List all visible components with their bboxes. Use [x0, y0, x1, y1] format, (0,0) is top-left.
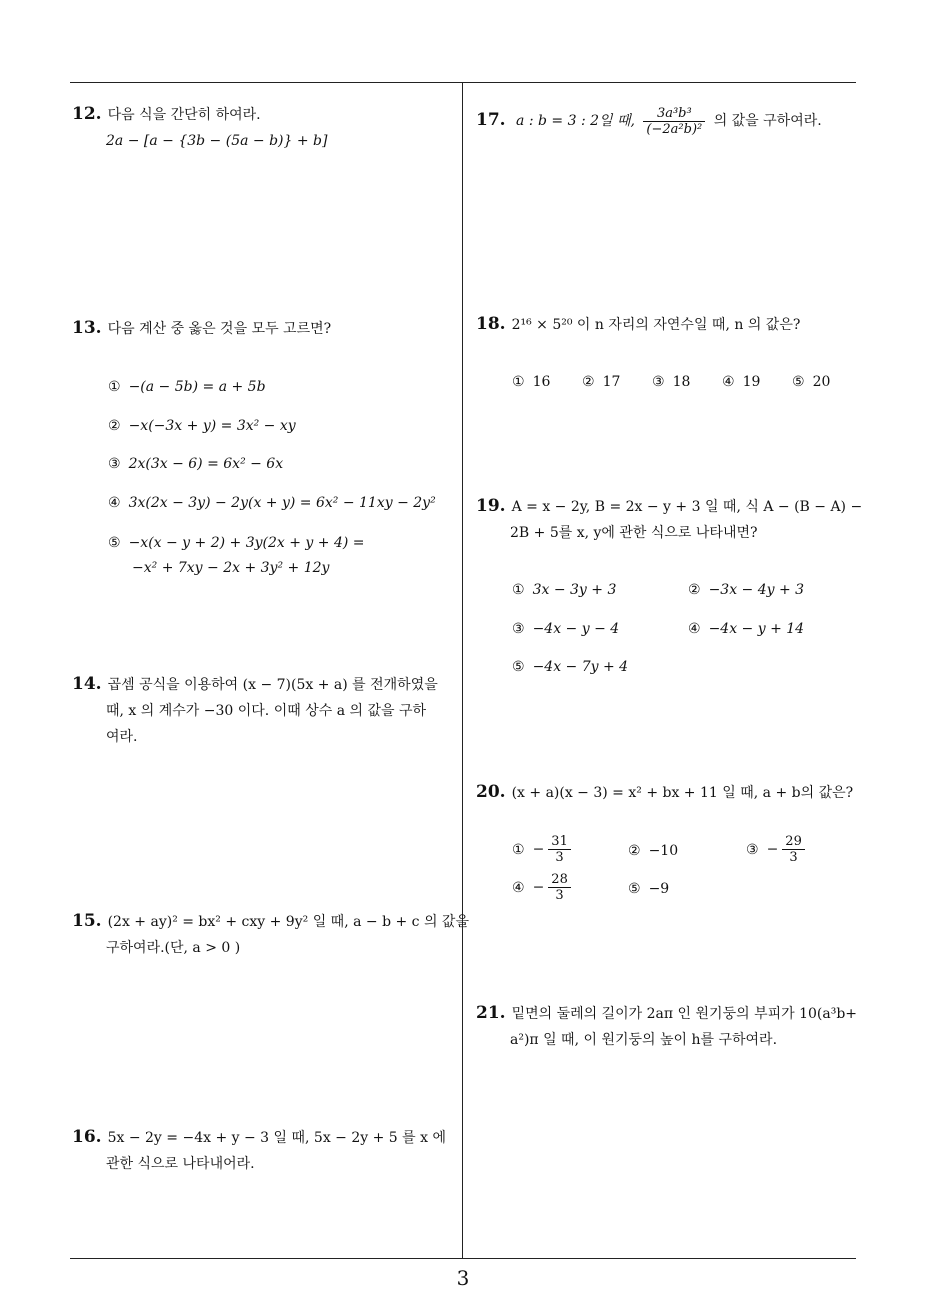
p20-option-3[interactable]: [746, 834, 809, 865]
problem-fraction: [643, 106, 705, 137]
bottom-rule: [70, 1258, 856, 1259]
problem-expression: 2a − [a − {3b − (5a − b)} + b]: [106, 133, 328, 149]
problem-line: 곱셈 공식을 이용하여 (x − 7)(5x + a) 를 전개하였을: [107, 677, 438, 693]
top-rule: [70, 82, 856, 83]
option-mark: ①: [512, 841, 525, 858]
option-mark: ②: [628, 843, 641, 859]
problem-number: 21.: [476, 1003, 506, 1023]
p13-option-2[interactable]: [108, 415, 296, 437]
problem-text-after: 의 값을 구하여라.: [713, 113, 822, 129]
option-text: −4x − y + 14: [708, 621, 805, 637]
problem-line: 때, x 의 계수가 −30 이다. 이때 상수 a 의 값을 구하: [106, 703, 427, 719]
problem-number: 17.: [476, 110, 506, 130]
fraction-denominator: 3: [789, 850, 798, 865]
option-mark: ④: [688, 621, 701, 637]
problem-line: 2B + 5를 x, y에 관한 식으로 나타내면?: [510, 525, 758, 541]
option-mark: ②: [108, 418, 121, 434]
option-text: 3x(2x − 3y) − 2y(x + y) = 6x² − 11xy − 2y²: [128, 495, 436, 511]
option-text: −x(x − y + 2) + 3y(2x + y + 4) =: [128, 535, 365, 551]
p19-option-5[interactable]: [512, 656, 628, 678]
problem-line: 여라.: [106, 729, 138, 745]
problem-number: 16.: [72, 1127, 102, 1147]
problem-15: [72, 908, 469, 961]
p13-option-5-continued: −x² + 7xy − 2x + 3y² + 12y: [132, 560, 330, 576]
option-text: −9: [648, 881, 670, 897]
problem-13: [72, 315, 331, 342]
problem-line: (2x + ay)² = bx² + cxy + 9y² 일 때, a − b + c 의 값을: [107, 914, 469, 930]
option-text: 3x − 3y + 3: [532, 582, 617, 598]
option-mark: ③: [652, 374, 665, 390]
option-mark: ③: [746, 841, 759, 858]
option-mark: ①: [512, 582, 525, 598]
problem-line: 밑면의 둘레의 길이가 2aπ 인 원기둥의 부피가 10(a³b+: [511, 1006, 858, 1022]
problem-number: 12.: [72, 104, 102, 124]
p19-option-4[interactable]: [688, 618, 804, 640]
option-sign: −: [766, 841, 779, 858]
fraction-numerator: 29: [782, 834, 805, 850]
problem-text: 다음 계산 중 옳은 것을 모두 고르면?: [107, 321, 332, 337]
option-sign: −: [532, 841, 545, 858]
problem-text: 다음 식을 간단히 하여라.: [107, 107, 261, 123]
p18-option-3[interactable]: [652, 371, 690, 393]
option-mark: ①: [512, 374, 525, 390]
fraction-denominator: (−2a²b)²: [646, 121, 703, 137]
option-mark: ③: [108, 456, 121, 472]
problem-20: [476, 779, 853, 806]
option-mark: ⑤: [628, 881, 641, 897]
option-fraction: [782, 834, 805, 865]
option-text: 19: [742, 374, 761, 390]
problem-17: [476, 101, 822, 140]
problem-line: A = x − 2y, B = 2x − y + 3 일 때, 식 A − (B − A) −: [511, 499, 863, 515]
option-text: −4x − 7y + 4: [532, 659, 629, 675]
p20-option-4[interactable]: [512, 872, 575, 903]
problem-14: [72, 671, 438, 750]
problem-number: 15.: [72, 911, 102, 931]
problem-21: [476, 1000, 857, 1053]
p13-option-4[interactable]: [108, 492, 436, 514]
problem-line: 구하여라.(단, a > 0 ): [106, 940, 241, 956]
option-text: −10: [648, 843, 679, 859]
p20-option-2[interactable]: [628, 840, 678, 862]
option-text: 18: [672, 374, 691, 390]
problem-number: 19.: [476, 496, 506, 516]
problem-18: [476, 311, 800, 338]
problem-19: [476, 493, 862, 546]
p13-option-3[interactable]: [108, 453, 283, 475]
option-fraction: [548, 834, 571, 865]
option-mark: ②: [582, 374, 595, 390]
option-mark: ⑤: [792, 374, 805, 390]
option-mark: ⑤: [108, 535, 121, 551]
option-mark: ⑤: [512, 659, 525, 675]
option-text: −3x − 4y + 3: [708, 582, 805, 598]
column-divider: [462, 82, 463, 1258]
page-number: 3: [456, 1266, 470, 1290]
option-mark: ③: [512, 621, 525, 637]
problem-line: 5x − 2y = −4x + y − 3 일 때, 5x − 2y + 5 를 x 에: [107, 1130, 447, 1146]
option-text: 17: [602, 374, 621, 390]
option-text: 16: [532, 374, 551, 390]
problem-12: [72, 101, 327, 154]
problem-text-before: a : b = 3 : 2일 때,: [516, 113, 635, 129]
fraction-denominator: 3: [555, 850, 564, 865]
fraction-numerator: 28: [548, 872, 571, 888]
p20-option-5[interactable]: [628, 878, 669, 900]
fraction-numerator: 3a³b³: [643, 106, 705, 122]
option-mark: ④: [512, 879, 525, 896]
problem-line: 관한 식으로 나타내어라.: [106, 1156, 255, 1172]
problem-16: [72, 1124, 446, 1177]
p13-option-5[interactable]: [108, 532, 365, 554]
fraction-denominator: 3: [555, 888, 564, 903]
p19-option-2[interactable]: [688, 579, 804, 601]
problem-line: a²)π 일 때, 이 원기둥의 높이 h를 구하여라.: [510, 1032, 778, 1048]
problem-number: 14.: [72, 674, 102, 694]
p18-option-1[interactable]: [512, 371, 550, 393]
problem-number: 18.: [476, 314, 506, 334]
option-text: −(a − 5b) = a + 5b: [128, 379, 266, 395]
p18-option-2[interactable]: [582, 371, 620, 393]
problem-text: 2¹⁶ × 5²⁰ 이 n 자리의 자연수일 때, n 의 값은?: [511, 317, 801, 333]
p18-option-4[interactable]: [722, 371, 760, 393]
p18-option-5[interactable]: [792, 371, 830, 393]
p20-option-1[interactable]: [512, 834, 575, 865]
option-text: −x(−3x + y) = 3x² − xy: [128, 418, 296, 434]
option-mark: ②: [688, 582, 701, 598]
option-mark: ④: [108, 495, 121, 511]
option-text: −4x − y − 4: [532, 621, 620, 637]
problem-number: 20.: [476, 782, 506, 802]
problem-text: (x + a)(x − 3) = x² + bx + 11 일 때, a + b의 값은?: [511, 785, 854, 801]
option-fraction: [548, 872, 571, 903]
fraction-numerator: 31: [548, 834, 571, 850]
p19-option-1[interactable]: [512, 579, 616, 601]
option-text: 20: [812, 374, 831, 390]
option-sign: −: [532, 879, 545, 896]
option-text: 2x(3x − 6) = 6x² − 6x: [128, 456, 284, 472]
option-mark: ④: [722, 374, 735, 390]
option-mark: ①: [108, 379, 121, 395]
problem-number: 13.: [72, 318, 102, 338]
p19-option-3[interactable]: [512, 618, 619, 640]
p13-option-1[interactable]: [108, 376, 266, 398]
